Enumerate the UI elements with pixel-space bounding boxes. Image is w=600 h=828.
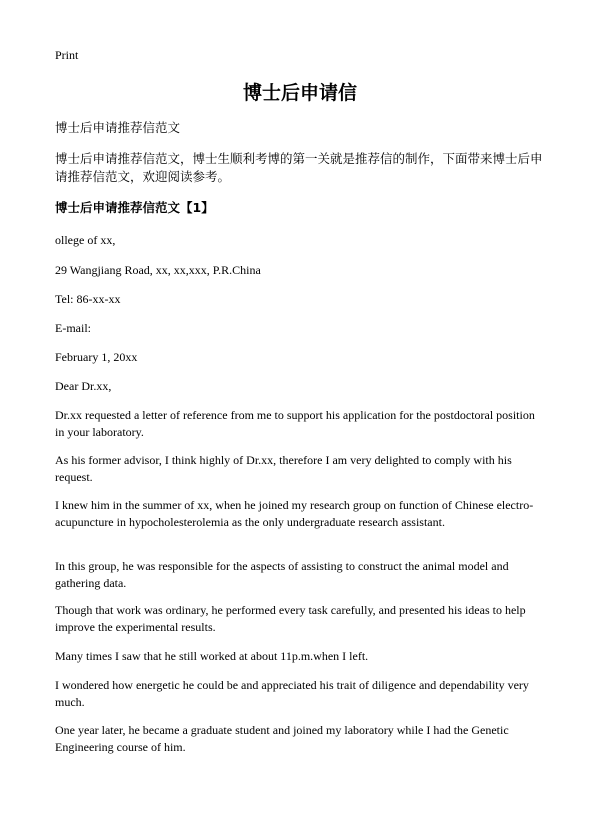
letter-college: ollege of xx, <box>55 233 116 247</box>
letter-date: February 1, 20xx <box>55 350 138 364</box>
letter-paragraph: As his former advisor, I think highly of Dr.xx, therefore I am very delighted to comply with his request. <box>55 453 512 484</box>
letter-tel: Tel: 86-xx-xx <box>55 292 121 306</box>
letter-salutation: Dear Dr.xx, <box>55 379 112 393</box>
letter-paragraph: Dr.xx requested a letter of reference from me to support his application for the postdoctoral position in your laboratory. <box>55 408 535 439</box>
intro-paragraph: 博士后申请推荐信范文，博士生顺利考博的第一关就是推荐信的制作，下面带来博士后申请推荐信范文，欢迎阅读参考。 <box>55 151 543 184</box>
subtitle: 博士后申请推荐信范文 <box>55 120 181 135</box>
letter-paragraph: One year later, he became a graduate student and joined my laboratory while I had the Genetic Engineering course of him. <box>55 723 509 754</box>
print-link[interactable]: Print <box>55 48 79 62</box>
letter-email: E-mail: <box>55 321 91 335</box>
letter-paragraph: I wondered how energetic he could be and appreciated his trait of diligence and dependability very much. <box>55 678 529 709</box>
letter-paragraph: Many times I saw that he still worked at about 11p.m.when I left. <box>55 649 369 663</box>
letter-address: 29 Wangjiang Road, xx, xx,xxx, P.R.China <box>55 263 261 277</box>
letter-paragraph: I knew him in the summer of xx, when he joined my research group on function of Chinese electro-acupuncture in hypocholesterolemia as the only undergraduate research assistant. <box>55 498 534 529</box>
letter-paragraph: Though that work was ordinary, he performed every task carefully, and presented his ideas to help improve the experimental results. <box>55 603 526 634</box>
section-heading: 博士后申请推荐信范文【1】 <box>55 200 214 215</box>
document-title: 博士后申请信 <box>242 82 357 104</box>
letter-paragraph: In this group, he was responsible for the aspects of assisting to construct the animal model and gathering data. <box>55 559 509 590</box>
